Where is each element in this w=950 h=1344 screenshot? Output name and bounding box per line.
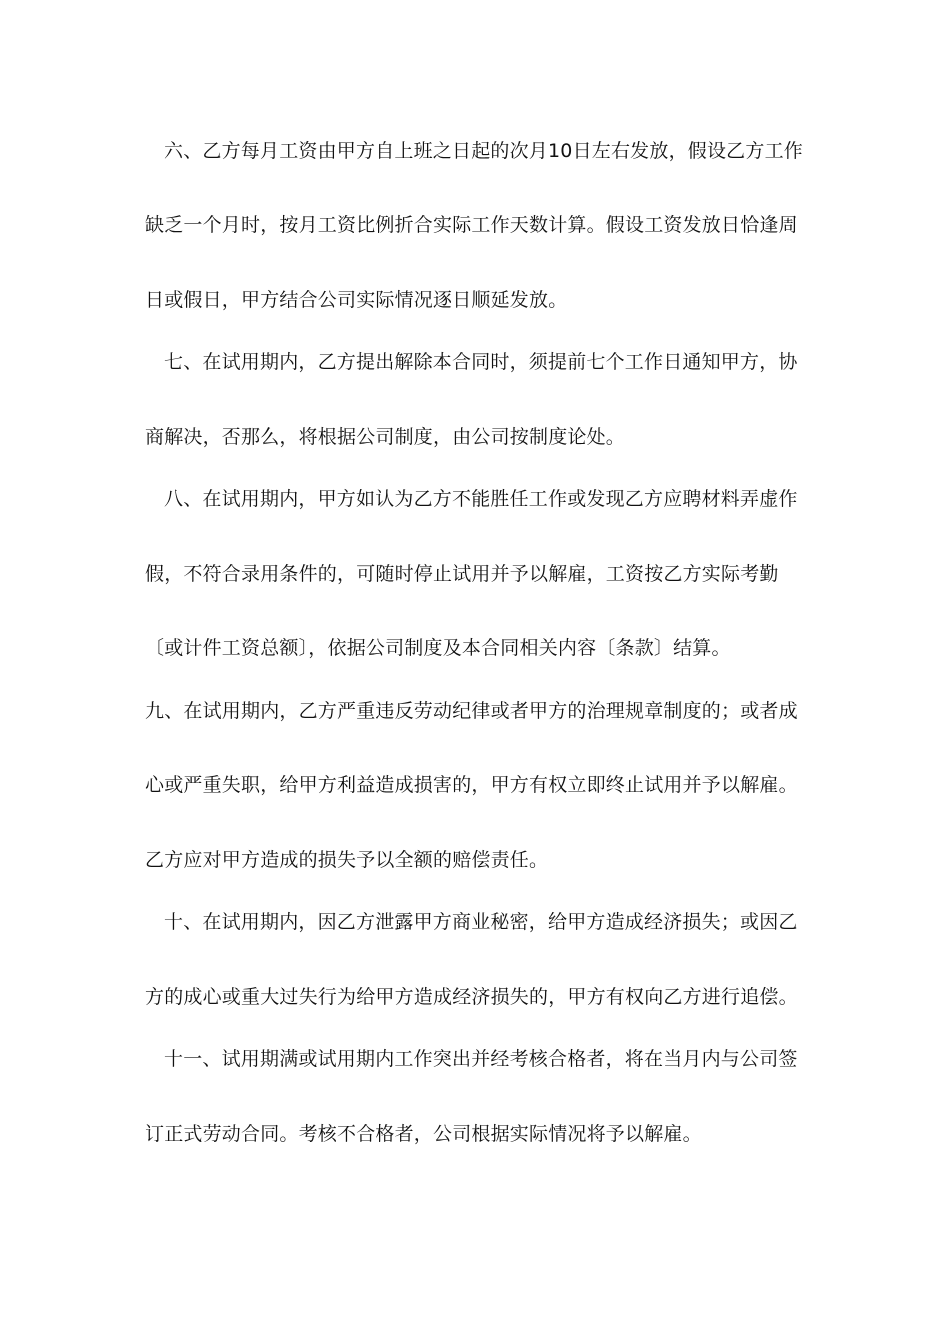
clause-8-line-3: 〔或计件工资总额〕，依据公司制度及本合同相关内容〔条款〕结算。 — [145, 637, 731, 659]
clause-10-line-1: 十、在试用期内，因乙方泄露甲方商业秘密，给甲方造成经济损失；或因乙 — [164, 911, 798, 933]
clause-9-line-2: 心或严重失职，给甲方利益造成损害的，甲方有权立即终止试用并予以解雇。 — [145, 774, 798, 796]
clause-6-line-1: 六、乙方每月工资由甲方自上班之日起的次月10日左右发放，假设乙方工作 — [164, 140, 803, 162]
clause-9-line-1: 九、在试用期内，乙方严重违反劳动纪律或者甲方的治理规章制度的；或者成 — [145, 700, 798, 722]
clause-7-line-2: 商解决，否那么，将根据公司制度，由公司按制度论处。 — [145, 426, 626, 448]
clause-6-line-3: 日或假日，甲方结合公司实际情况逐日顺延发放。 — [145, 289, 568, 311]
clause-8-line-1: 八、在试用期内，甲方如认为乙方不能胜任工作或发现乙方应聘材料弄虚作 — [164, 488, 798, 510]
clause-7-line-1: 七、在试用期内，乙方提出解除本合同时，须提前七个工作日通知甲方，协 — [164, 351, 798, 373]
clause-11-line-2: 订正式劳动合同。考核不合格者，公司根据实际情况将予以解雇。 — [145, 1123, 702, 1145]
clause-11-line-1: 十一、试用期满或试用期内工作突出并经考核合格者，将在当月内与公司签 — [164, 1048, 798, 1070]
clause-10-line-2: 方的成心或重大过失行为给甲方造成经济损失的，甲方有权向乙方进行追偿。 — [145, 986, 798, 1008]
clause-9-line-3: 乙方应对甲方造成的损失予以全额的赔偿责任。 — [145, 849, 549, 871]
clause-8-line-2: 假，不符合录用条件的，可随时停止试用并予以解雇，工资按乙方实际考勤 — [145, 563, 779, 585]
clause-6-line-2: 缺乏一个月时，按月工资比例折合实际工作天数计算。假设工资发放日恰逢周 — [145, 214, 798, 236]
